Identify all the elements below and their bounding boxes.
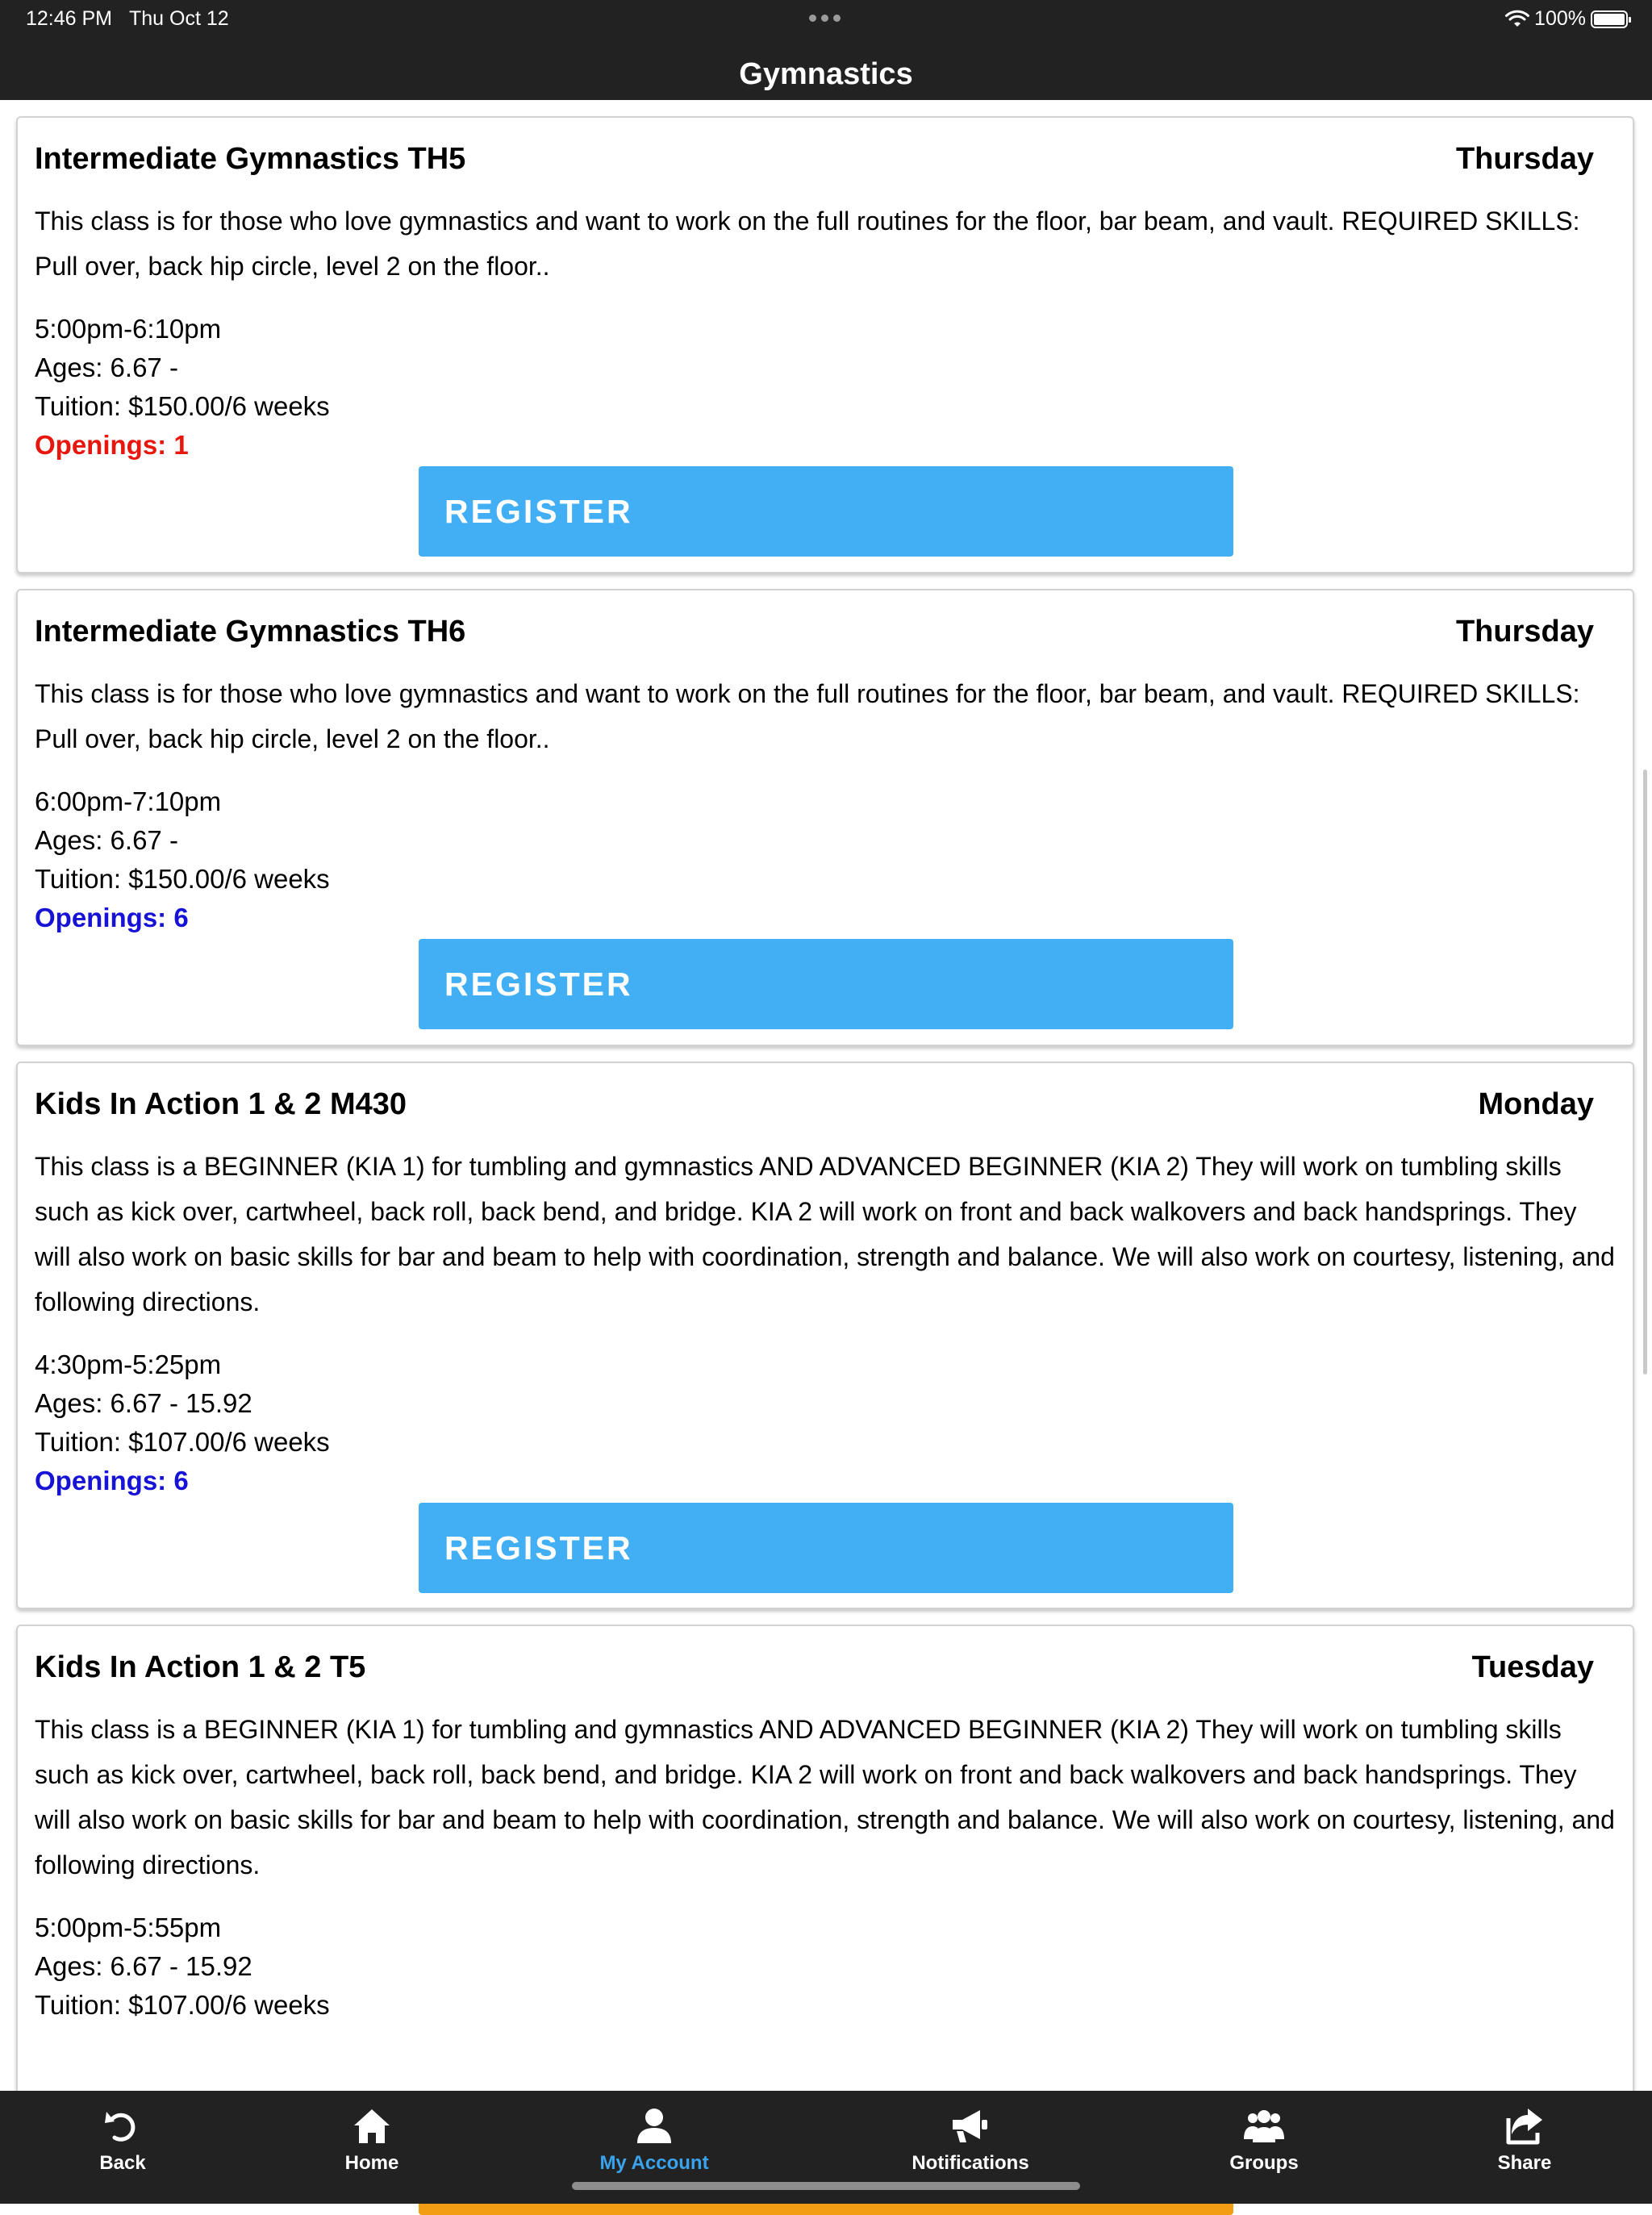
tab-groups[interactable] bbox=[1167, 2105, 1361, 2186]
tab-home-label: Home bbox=[344, 2152, 399, 2174]
multitasking-dots-icon[interactable] bbox=[809, 15, 841, 22]
class-time: 6:00pm-7:10pm bbox=[35, 786, 222, 816]
undo-arrow-icon bbox=[102, 2105, 144, 2147]
class-ages: Ages: 6.67 - 15.92 bbox=[35, 1388, 252, 1418]
class-openings: Openings: 1 bbox=[35, 430, 189, 460]
tab-my-account[interactable] bbox=[557, 2105, 751, 2186]
class-title: Kids In Action 1 & 2 M430 bbox=[35, 1087, 407, 1121]
class-card bbox=[16, 1062, 1634, 1609]
class-title: Intermediate Gymnastics TH6 bbox=[35, 615, 466, 649]
class-openings: Openings: 6 bbox=[35, 903, 189, 932]
class-details bbox=[35, 782, 330, 937]
scrollbar[interactable] bbox=[1643, 770, 1647, 1374]
class-description: This class is a BEGINNER (KIA 1) for tumbling and gymnastics AND ADVANCED BEGINNER (KIA 2) They will work on tumbling skills such as kick over, cartwheel, back roll, back bend, and bridge. KIA 2 will work on front and back walkovers and back handsprings. They will also work on basic skills for bar and beam to help with coordination, strength and balance. We will also work on courtesy, listening, and following directions. bbox=[35, 1152, 1615, 1316]
class-tuition: Tuition: $150.00/6 weeks bbox=[35, 864, 330, 894]
class-details bbox=[35, 1908, 330, 2025]
class-description: This class is a BEGINNER (KIA 1) for tumbling and gymnastics AND ADVANCED BEGINNER (KIA 2) They will work on tumbling skills such as kick over, cartwheel, back roll, back bend, and bridge. KIA 2 will work on front and back walkovers and back handsprings. They will also work on basic skills for bar and beam to help with coordination, strength and balance. We will also work on courtesy, listening, and following directions. bbox=[35, 1715, 1615, 1879]
register-button[interactable]: REGISTER bbox=[419, 939, 1233, 1029]
tab-share-label: Share bbox=[1497, 2152, 1552, 2174]
class-ages: Ages: 6.67 - bbox=[35, 352, 178, 382]
class-tuition: Tuition: $150.00/6 weeks bbox=[35, 391, 330, 421]
page-title: Gymnastics bbox=[739, 57, 913, 91]
tab-back-label: Back bbox=[99, 2152, 146, 2174]
class-title: Kids In Action 1 & 2 T5 bbox=[35, 1650, 366, 1684]
register-button[interactable]: REGISTER bbox=[419, 466, 1233, 557]
user-icon bbox=[633, 2105, 675, 2147]
status-indicators bbox=[1505, 7, 1628, 31]
tab-back[interactable] bbox=[26, 2105, 219, 2186]
class-ages: Ages: 6.67 - 15.92 bbox=[35, 1951, 252, 1981]
class-card bbox=[16, 116, 1634, 574]
class-day: Tuesday bbox=[1471, 1650, 1594, 1684]
class-tuition: Tuition: $107.00/6 weeks bbox=[35, 1990, 330, 2020]
class-time: 4:30pm-5:25pm bbox=[35, 1349, 222, 1379]
class-card bbox=[16, 589, 1634, 1046]
class-details bbox=[35, 310, 330, 465]
navigation-header bbox=[0, 37, 1652, 100]
tab-my-account-label: My Account bbox=[599, 2152, 709, 2174]
class-ages: Ages: 6.67 - bbox=[35, 825, 178, 855]
tab-share[interactable] bbox=[1428, 2105, 1621, 2186]
home-icon bbox=[351, 2105, 393, 2147]
tab-notifications-label: Notifications bbox=[912, 2152, 1029, 2174]
class-list[interactable] bbox=[0, 100, 1652, 2091]
class-details bbox=[35, 1345, 330, 1500]
class-day: Thursday bbox=[1455, 615, 1594, 649]
class-tuition: Tuition: $107.00/6 weeks bbox=[35, 1427, 330, 1457]
class-openings: Openings: 6 bbox=[35, 1466, 189, 1495]
home-indicator[interactable] bbox=[572, 2182, 1080, 2190]
tab-home[interactable] bbox=[275, 2105, 469, 2186]
class-time: 5:00pm-6:10pm bbox=[35, 314, 222, 344]
register-button[interactable]: REGISTER bbox=[419, 1503, 1233, 1593]
tab-groups-label: Groups bbox=[1229, 2152, 1299, 2174]
class-description: This class is for those who love gymnastics and want to work on the full routines for the floor, bar beam, and vault. REQUIRED SKILLS: Pull over, back hip circle, level 2 on the floor.. bbox=[35, 206, 1580, 281]
class-day: Thursday bbox=[1455, 142, 1594, 176]
status-time: 12:46 PM bbox=[26, 7, 113, 30]
class-card bbox=[16, 1625, 1634, 2157]
group-icon bbox=[1243, 2105, 1285, 2147]
class-day: Monday bbox=[1478, 1087, 1594, 1121]
battery-percent: 100% bbox=[1534, 7, 1586, 30]
class-description: This class is for those who love gymnastics and want to work on the full routines for the floor, bar beam, and vault. REQUIRED SKILLS: Pull over, back hip circle, level 2 on the floor.. bbox=[35, 679, 1580, 753]
status-date: Thu Oct 12 bbox=[129, 7, 229, 30]
megaphone-icon bbox=[949, 2105, 991, 2147]
share-icon bbox=[1504, 2105, 1546, 2147]
class-title: Intermediate Gymnastics TH5 bbox=[35, 142, 466, 176]
class-time: 5:00pm-5:55pm bbox=[35, 1913, 222, 1942]
status-bar bbox=[0, 0, 1652, 37]
wifi-icon bbox=[1505, 10, 1529, 28]
battery-icon bbox=[1591, 10, 1628, 28]
tab-notifications[interactable] bbox=[874, 2105, 1067, 2186]
